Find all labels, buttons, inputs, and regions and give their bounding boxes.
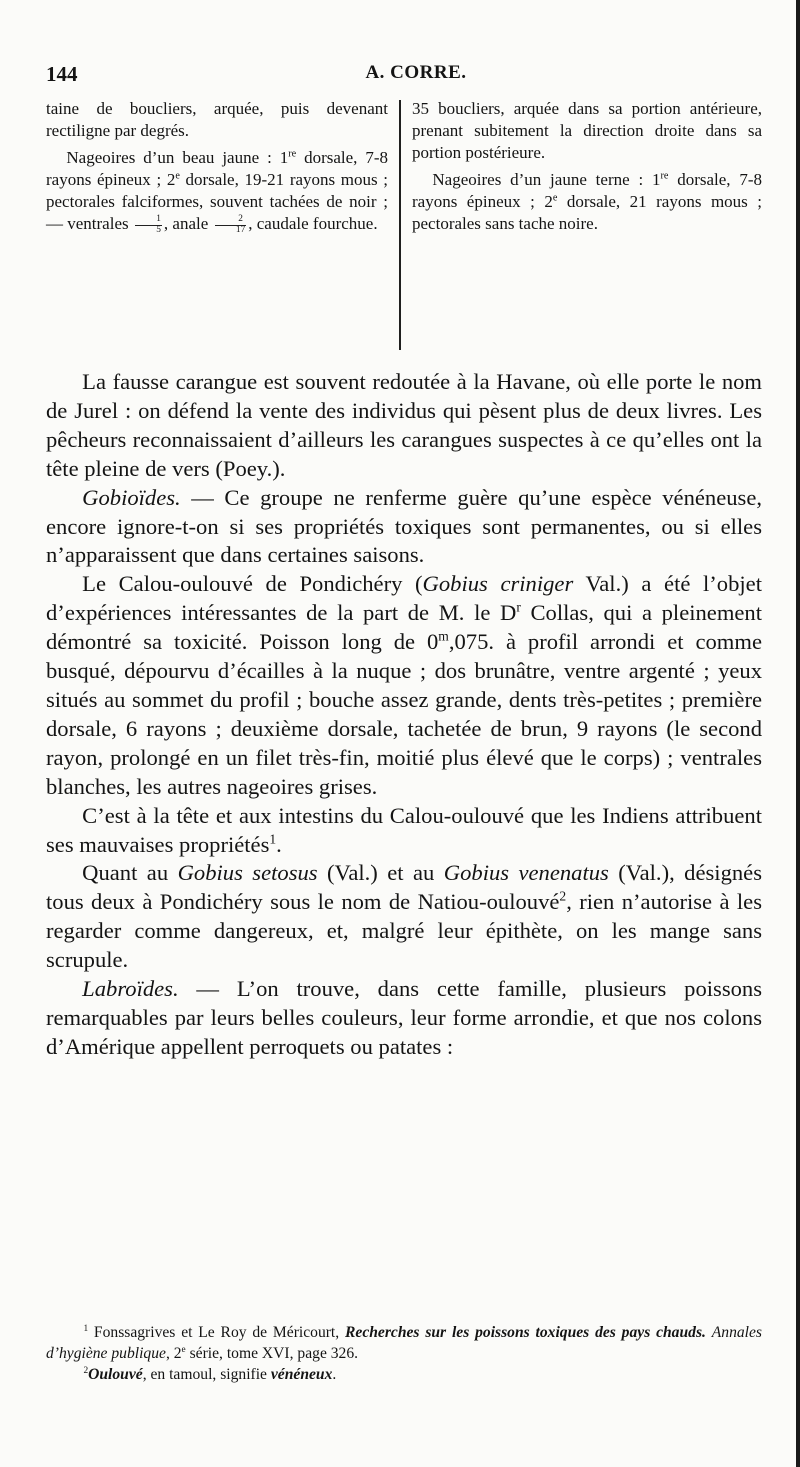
page-header (46, 62, 762, 90)
term: Oulouvé (88, 1366, 143, 1383)
text-run: série, tome XVI, page 326. (185, 1345, 359, 1362)
text-run: Quant au (82, 860, 178, 886)
text-run: (Val.) et au (317, 860, 444, 886)
citation-journal: Annales d’hygiène publique (46, 1324, 762, 1362)
text-run: Nageoires d’un beau jaune : 1 (66, 148, 289, 167)
text-run: Le Calou-oulouvé de Pondichéry ( (82, 571, 423, 597)
text-run: . (276, 831, 282, 857)
text-run: , rien n’autorise à les regarder comme dangereux, et, malgré leur épithète, on les mange sans scrupule. (46, 889, 762, 973)
footnote-mark: 1 (83, 1323, 89, 1334)
species-name: Gobius venenatus (443, 860, 609, 886)
superscript: r (516, 599, 521, 615)
section-title-labroides: Labroïdes. (82, 976, 179, 1002)
column-divider (399, 100, 401, 350)
text-run: — L’on trouve, dans cette famille, plusieurs poissons remarquables par leurs belles couleurs, leur forme arrondie, et que nos colons d’Amérique appellent perroquets ou patates : (46, 976, 762, 1059)
right-column-paragraph-2 (412, 169, 762, 235)
footnote-1 (46, 1322, 762, 1364)
text-run: , en tamoul, signifie (142, 1366, 271, 1383)
species-name: Gobius setosus (177, 860, 318, 886)
text-run: ,075. à profil arrondi et comme busqué, dépourvu d’écailles à la nuque ; dos brunâtre, ventre argenté ; yeux situés au sommet du profil ; bouche assez grande, dents très-petites ; première dorsale, 6 rayons ; deuxième dorsale, tachetée de brun, 9 rayons (le second rayon, prolongé en un filet très-fin, moitié plus élevé que le corps) ; ventrales blanches, les autres nageoires grises. (46, 629, 762, 799)
text-run: C’est à la tête et aux intestins du Calou-oulouvé que les Indiens attribuent ses mauvaises propriétés (46, 802, 762, 857)
fraction-numerator: 1 (135, 215, 162, 225)
superscript: e (181, 1344, 186, 1355)
superscript: m (438, 628, 449, 644)
citation-title: Recherches sur les poissons toxiques des pays chauds. (345, 1324, 706, 1341)
fraction-ventrales (135, 215, 162, 235)
superscript: e (552, 192, 558, 204)
left-column (46, 98, 388, 235)
page-edge-shadow (796, 0, 800, 1467)
right-column-paragraph-1: 35 boucliers, arquée dans sa portion antérieure, prenant subitement la direction droite dans sa portion postérieure. (412, 99, 762, 162)
text-run: dorsale, 19-21 rayons mous ; pectorales falciformes, souvent tachées de noir ; — ventrales (46, 170, 389, 233)
footnotes (46, 1322, 762, 1385)
right-column (412, 98, 762, 235)
left-column-paragraph-2 (46, 147, 388, 235)
text-run: Fonssagrives et Le Roy de Méricourt, (88, 1324, 345, 1341)
page-number: 144 (46, 62, 78, 86)
comparison-columns (46, 98, 762, 354)
left-column-paragraph-1: taine de boucliers, arquée, puis devenant rectiligne par degrés. (46, 99, 388, 140)
text-run: , caudale fourchue. (248, 214, 378, 233)
paragraph-gobioides (46, 484, 762, 571)
text-run: — Ce groupe ne renferme guère qu’une espèce vénéneuse, encore ignore-t-on si ses propriétés toxiques sont permanentes, ou si elles n’apparaissent que dans certaines saisons. (46, 484, 762, 568)
text-run: dorsale, 21 rayons mous ; pectorales sans tache noire. (412, 192, 762, 233)
text-run: dorsale, 7-8 rayons épineux ; 2 (412, 170, 762, 211)
superscript: e (175, 170, 180, 182)
text-run: (Val.), désignés tous deux à Pondichéry sous le nom de Natiou-oulouvé (46, 860, 762, 915)
text-run: , anale (163, 214, 213, 233)
text-run: Collas, qui a pleinement démontré sa toxicité. Poisson long de 0 (46, 600, 763, 655)
footnote-reference-1[interactable]: 1 (269, 830, 277, 846)
text-run: . (332, 1366, 337, 1383)
paragraph-calou-oulouve (46, 570, 762, 801)
footnote-2 (46, 1364, 762, 1385)
paragraph-labroides (46, 975, 762, 1062)
fraction-denominator: 17 (235, 224, 246, 235)
paragraph-fausse-carangue: La fausse carangue est souvent redoutée à la Havane, où elle porte le nom de Jurel : on défend la vente des individus qui pèsent plus de deux livres. Les pêcheurs reconnaissaient d’ailleurs les carangues suspectes à ce qu’elles ont la tête pleine de vers (Poey.). (46, 369, 762, 481)
text-run: Nageoires d’un jaune terne : 1 (432, 170, 661, 189)
term: vénéneux (270, 1366, 333, 1383)
superscript: re (660, 170, 669, 182)
footnote-reference-2[interactable]: 2 (559, 888, 567, 904)
running-head: A. CORRE. (365, 62, 467, 83)
main-text (46, 368, 762, 1062)
paragraph-indiens (46, 802, 762, 860)
text-run: , 2 (165, 1345, 182, 1362)
footnote-mark: 2 (83, 1365, 89, 1376)
text-run: Val.) a été l’objet d’expériences intéressantes de la part de M. le D (46, 571, 762, 626)
fraction-numerator: 2 (215, 215, 247, 225)
superscript: re (288, 148, 297, 160)
section-title-gobioides: Gobioïdes. (82, 484, 181, 510)
fraction-anale (215, 215, 247, 235)
paragraph-gobius-setosus (46, 859, 762, 975)
text-run: dorsale, 7-8 rayons épineux ; 2 (46, 148, 388, 189)
species-name: Gobius criniger (422, 571, 574, 597)
fraction-denominator: 5 (156, 224, 161, 235)
